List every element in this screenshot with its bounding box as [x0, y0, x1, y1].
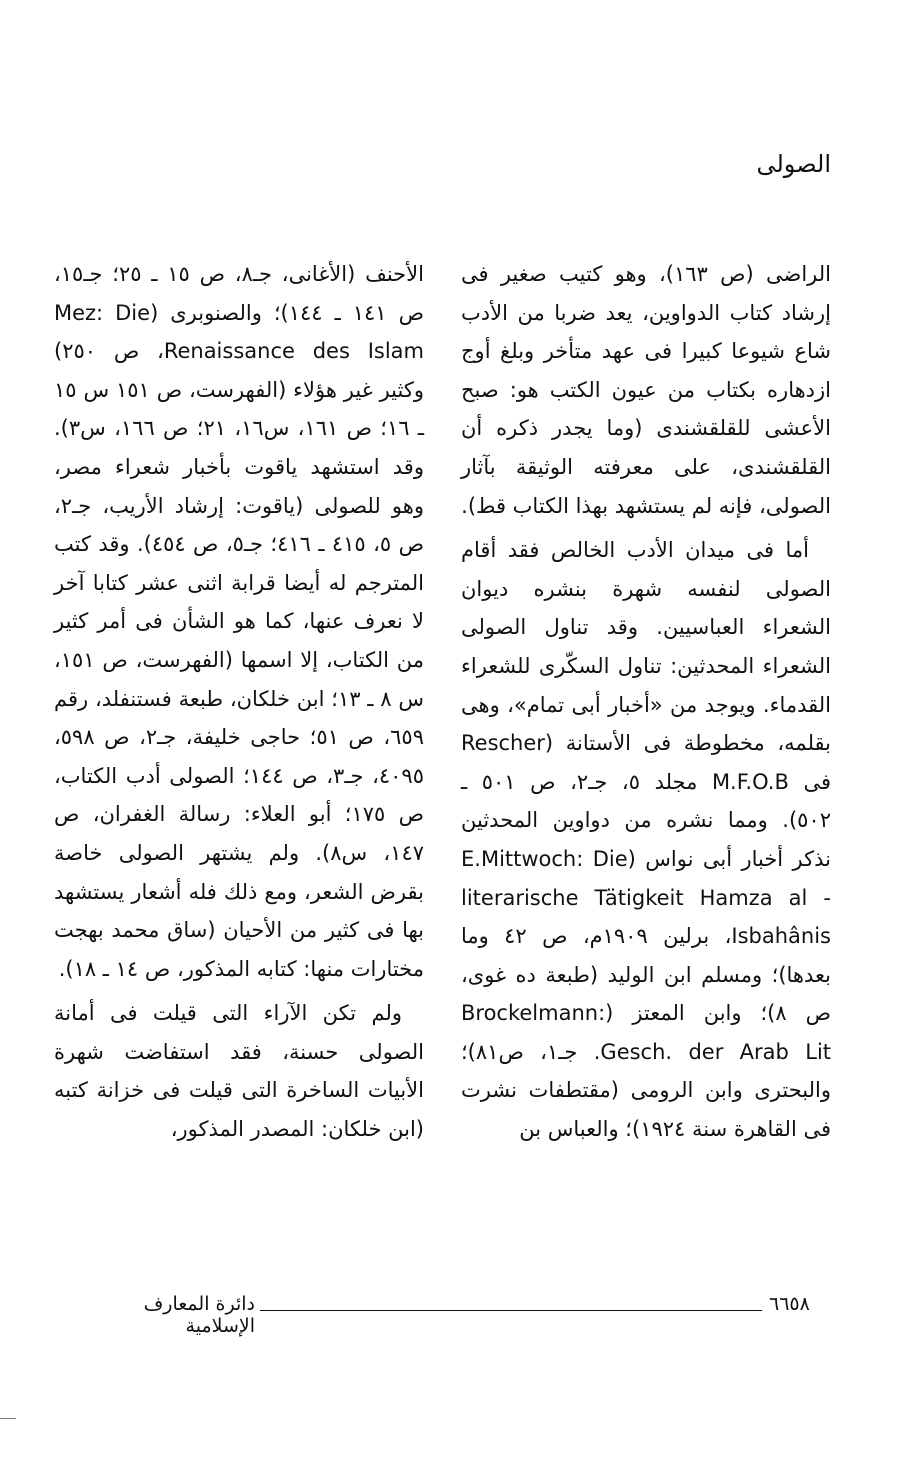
- publication-title: دائرة المعارف الإسلامية: [143, 1293, 255, 1337]
- left-column: [54, 255, 424, 1155]
- paragraph: الأحنف (الأغانى، جـ٨، ص ١٥ ـ ٢٥؛ جـ١٥، ص ١٤١ ـ ١٤٤)؛ والصنوبرى (Mez: Die Renaissance des Islam، ص ٢٥٠) وكثير غير هؤلاء (الفهرست، ص ١٥١ س ١٥ ـ ١٦؛ ص ١٦١، س١٦، ٢١؛ ص ١٦٦، س٣). وقد استشهد ياقوت بأخبار شعراء مصر، وهو للصولى (ياقوت: إرشاد الأريب، جـ٢، ص ٥، ٤١٥ ـ ٤١٦؛ جـ٥، ص ٤٥٤). وقد كتب المترجم له أيضا قرابة اثنى عشر كتابا آخر لا نعرف عنها، كما هو الشأن فى أمر كثير من الكتاب، إلا اسمها (الفهرست، ص ١٥١، س ٨ ـ ١٣؛ ابن خلكان، طبعة فستنفلد، رقم ٦٥٩، ص ٥١؛ حاجى خليفة، جـ٢، ص ٥٩٨، ٤٠٩٥، جـ٣، ص ١٤٤؛ الصولى أدب الكتاب، ص ١٧٥؛ أبو العلاء: رسالة الغفران، ص ١٤٧، س٨). ولم يشتهر الصولى خاصة بقرض الشعر، ومع ذلك فله أشعار يستشهد بها فى كثير من الأحيان (ساق محمد بهجت مختارات منها: كتابه المذكور، ص ١٤ ـ ١٨).: [54, 262, 425, 981]
- paragraph: ولم تكن الآراء التى قيلت فى أمانة الصولى حسنة، فقد استفاضت شهرة الأبيات الساخرة التى قيلت فى خزانة كتبه (ابن خلكان: المصدر المذكور،: [54, 1001, 424, 1142]
- paragraph: أما فى ميدان الأدب الخالص فقد أقام الصولى لنفسه شهرة بنشره ديوان الشعراء العباسيين. وقد تناول الصولى الشعراء المحدثين: تناول السكّرى للشعراء القدماء. ويوجد من «أخبار أبى تمام»، وهى بقلمه، مخطوطة فى الأستانة (Rescher فى M.F.O.B مجلد ٥، جـ٢، ص ٥٠١ ـ ٥٠٢). ومما نشره من دواوين المحدثين نذكر أخبار أبى نواس (E.Mittwoch: Die literarische Tätigkeit Hamza al - Isbahânis، برلين ١٩٠٩م، ص ٤٢ وما بعدها)؛ ومسلم ابن الوليد (طبعة ده غوى، ص ٨)؛ وابن المعتز (Brockelmann: Gesch. der Arab Lit. جـ١، ص٨١)؛ والبحترى وابن الرومى (مقتطفات نشرت فى القاهرة سنة ١٩٢٤)؛ والعباس بن: [461, 538, 832, 1142]
- running-header: الصولى: [756, 150, 831, 178]
- right-column: [461, 255, 831, 1155]
- paragraph: الراضى (ص ١٦٣)، وهو كتيب صغير فى إرشاد كتاب الدواوين، يعد ضربا من الأدب شاع شيوعا كبيرا فى عهد متأخر وبلغ أوج ازدهاره بكتاب من عيون الكتب هو: صبح الأعشى للقلقشندى (وما يجدر ذكره أن القلقشندى، على معرفته الوثيقة بآثار الصولى، فإنه لم يستشهد بهذا الكتاب قط).: [461, 262, 831, 518]
- page-footer: [70, 1293, 841, 1337]
- scan-edge-mark: [0, 1418, 16, 1419]
- page-number: ٦٦٥٨: [769, 1293, 810, 1315]
- footer-rule: [260, 1310, 762, 1311]
